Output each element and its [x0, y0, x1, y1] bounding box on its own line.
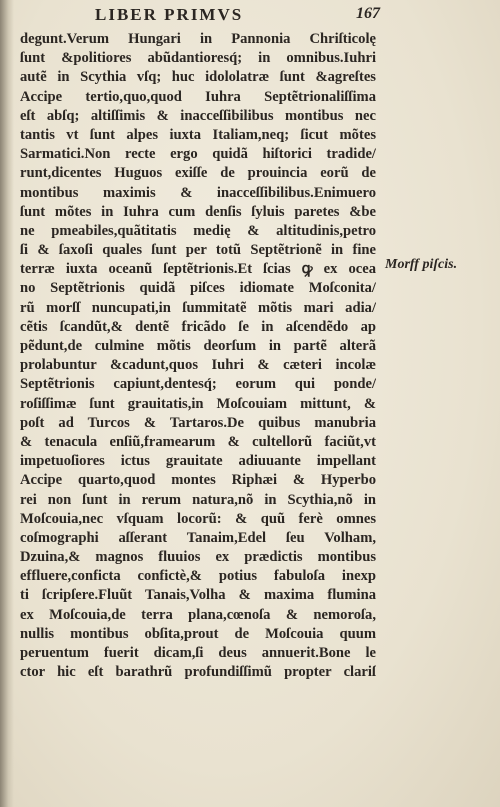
text-line: Moſcouia,nec vſquam locorũ: & quũ ferè omnes: [20, 510, 376, 527]
page-number: 167: [356, 5, 380, 22]
text-line: cẽtis ſcandũt,& dentẽ fricãdo ſe in aſcendẽdo ap: [20, 318, 376, 335]
text-line: ſunt mõtes in Iuhra cum denſis ſyluis paretes &be: [20, 203, 376, 220]
text-line: no Septẽtrionis quidã piſces idiomate Moſconita/: [20, 280, 376, 297]
text-line: poſt ad Turcos & Tartaros.De quibus manubria: [20, 414, 376, 431]
text-line: Septẽtrionis capiunt,dentesq́; eorum qui ponde/: [20, 376, 376, 393]
text-line: & tenacula enſiũ,framearum & cultellorũ faciũt,vt: [20, 433, 376, 450]
text-line: rei non ſunt in rerum natura,nõ in Scythia,nõ in: [20, 491, 376, 508]
text-line: ex Moſcouia,de terra plana,cœnoſa & nemoroſa,: [20, 606, 376, 623]
text-line: impetuoſiores ictus grauitate adiuuante impellant: [20, 453, 376, 470]
text-line: Accipe tertio,quo,quod Iuhra Septẽtrionaliſſima: [20, 88, 376, 105]
text-line: Accipe quarto,quod montes Riphæi & Hyperbo: [20, 472, 376, 489]
text-line: ctor hic eſt barathrũ profundiſſimũ propter clariſ: [20, 664, 376, 681]
text-line: runt,dicentes Huguos exiſſe de prouincia eorũ de: [20, 165, 376, 182]
text-line: Sarmatici.Non recte ergo quidã hiſtorici tradide/: [20, 146, 376, 163]
running-title: LIBER PRIMVS: [95, 5, 244, 24]
text-line: montibus maximis & inacceſſibilibus.Enimuero: [20, 184, 376, 201]
text-line: eſt abſq; altiſſimis & inacceſſibilibus montibus nec: [20, 107, 376, 124]
text-line: effluere,conficta confictè,& potius fabuloſa inexp: [20, 568, 376, 585]
text-line: roſiſſimæ ſunt grauitatis,in Moſcouiam mittunt, &: [20, 395, 376, 412]
marginal-note: Morff piſcis.: [385, 257, 458, 272]
text-line: ne pmeabiles,quãtitatis medię & altitudinis,petro: [20, 222, 376, 239]
text-line: ſi & ſaxoſi quales ſunt per totũ Septẽtrionẽ in fine: [20, 242, 376, 259]
text-line: tantis vt ſunt alpes iuxta Italiam,neq; ſicut mõtes: [20, 126, 376, 143]
text-line: rũ morſſ nuncupati,in ſummitatẽ mõtis mari adia/: [20, 299, 376, 316]
page-gutter-shadow: [0, 0, 14, 807]
text-line: terræ iuxta oceanũ ſeptẽtrionis.Et ſcias ꝙ ex ocea: [20, 261, 376, 278]
page-header: [95, 5, 380, 27]
text-line: ſunt &politiores abũdantioresq́; in omnibus.Iuhri: [20, 50, 376, 67]
text-line: pẽdunt,de culmine mõtis deorſum in partẽ alterã: [20, 338, 376, 354]
text-line: peruentum fuerit dicam,ſi deus annuerit.Bone le: [20, 645, 376, 661]
text-line: autẽ in Scythia vſq; huc idololatræ ſunt &agreſtes: [20, 69, 376, 86]
text-line: coſmographi aſſerant Tanaim,Edel ſeu Volham,: [20, 529, 376, 546]
body-text: [20, 30, 376, 682]
text-line: Dzuina,& magnos fluuios ex prædictis montibus: [20, 549, 376, 566]
text-line: ti ſcripſere.Fluũt Tanais,Volha & maxima flumina: [20, 587, 376, 604]
text-line: degunt.Verum Hungari in Pannonia Chriſticolę: [20, 31, 376, 47]
text-line: prolabuntur &cadunt,quos Iuhri & cæteri incolæ: [20, 357, 376, 374]
text-line: nullis montibus obſita,prout de Moſcouia quum: [20, 625, 376, 642]
